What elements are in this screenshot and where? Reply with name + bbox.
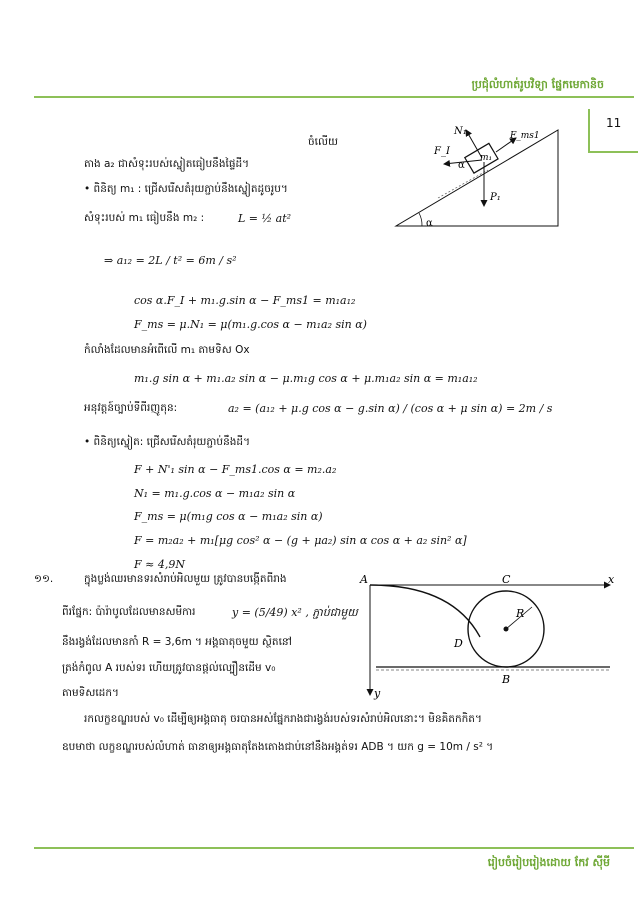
label-C: C [502,573,511,586]
line-3-equation: L = ½ at² [238,212,292,225]
label-D: D [454,637,463,650]
problem-line-7: ឧបមាថា លក្ខខណ្ឌរបស់លំហាត់ ធានាឲ្យអង្គធាតុតែងតោងជាប់នៅនឹងអង្គត់ទរ ADB ។ យក g = 10m / s² ។ [62,741,494,753]
label-B: B [502,673,511,686]
line-8-equation: m₁.g sin α + m₁.a₂ sin α − μ.m₁g cos α + μ.m₁a₂ sin α = m₁a₁₂ [134,372,478,385]
line-4-equation: ⇒ a₁₂ = 2L / t² = 6m / s² [104,254,237,267]
line-9-text: អនុវត្តន៍ច្បាប់ទីពីរញូតុន: [84,402,178,414]
line-10: • ពិនិត្យស្នៀត: ជ្រើសរើសតំរុយភ្ជាប់នឹងដី។ [84,436,251,448]
track-figure [356,571,618,701]
footer-author: រៀបចំរៀបរៀងដោយ កែវ ស៊ីមី [487,856,610,869]
label-N1: N₁ [454,126,467,137]
incline-figure [392,118,572,236]
problem-line-6: រកលក្ខខណ្ឌរបស់ v₀ ដើម្បីឲ្យអង្គធាតុ ចរបានអស់ផ្នែករាងជារង្វង់របស់ទរសំរាប់អិលនោះ។ មិនគិតកកិត។ [84,713,482,725]
footer-rule [34,847,634,849]
problem-line-3: នឹងរង្វង់ដែលមានកាំ R = 3,6m ។ អង្គធាតុចមួយ ស្ថិតនៅ [62,636,292,648]
line-3-text: សំទុះរបស់ m₁ ធៀបនឹង m₂ : [84,212,205,224]
page-header-title: ប្រជុំលំហាត់រូបវិទ្យា ផ្នែកមេកានិច [471,78,604,91]
problem-line-5: តាមទិសដេក។ [62,687,119,699]
label-A: A [360,573,368,586]
line-13-equation: F_ms = μ(m₁g cos α − m₁a₂ sin α) [134,510,323,523]
line-12-equation: N₁ = m₁.g.cos α − m₁a₂ sin α [134,487,296,500]
problem-line-2-text: ពីរផ្នែក: ប៉ារ៉ាបូលដែលមានសមីការ [62,606,196,618]
line-5-equation: cos α.F_I + m₁.g.sin α − F_ms1 = m₁a₁₂ [134,294,356,307]
problem-number: ១១. [34,573,54,585]
label-Fms1: F_ms1 [510,131,540,141]
problem-line-2-equation: y = (5/49) x² , ភ្ជាប់ជាមួយ [232,606,358,619]
label-R: R [516,607,525,620]
problem-line-4: ត្រង់កំពូល A របស់ទរ ហើយត្រូវបានផ្ដល់ល្បឿនដើម v₀ [62,662,276,674]
line-14-equation: F = m₂a₂ + m₁[μg cos² α − (g + μa₂) sin α cos α + a₂ sin² α] [134,534,467,547]
line-1: តាង a₂ ជាសំទុះរបស់ស្នៀតធៀបនឹងផ្ទៃដី។ [84,158,250,170]
line-9-equation: a₂ = (a₁₂ + μ.g cos α − g.sin α) / (cos α + μ sin α) = 2m / s [228,402,553,415]
label-alpha-block: α [458,160,465,171]
label-P1: P₁ [490,192,501,203]
header-rule [34,96,634,98]
line-2: • ពិនិត្យ m₁ : ជ្រើសរើសតំរុយភ្ជាប់នឹងស្នៀតដូចរូប។ [84,183,288,195]
line-15-equation: F ≈ 4,9N [134,558,185,571]
line-7: កំលាំងដែលមានអំពើលើ m₁ តាមទិស Ox [84,344,250,356]
label-x: x [608,573,615,586]
answer-heading: ចំលើយ [308,136,338,148]
line-6-equation: F_ms = μ.N₁ = μ(m₁.g.cos α − m₁a₂ sin α) [134,318,367,331]
problem-line-1: ក្នុងប្លង់ឈរមានទរសំរាប់អិលមួយ ត្រូវបានបង្កើតពីរាង [84,573,287,585]
label-y: y [374,687,381,700]
label-alpha-base: α [426,218,433,229]
page-number: 11 [606,116,622,130]
label-FI: F_I [434,146,450,157]
label-m1: m₁ [480,153,493,163]
line-11-equation: F + N'₁ sin α − F_ms1.cos α = m₂.a₂ [134,463,337,476]
